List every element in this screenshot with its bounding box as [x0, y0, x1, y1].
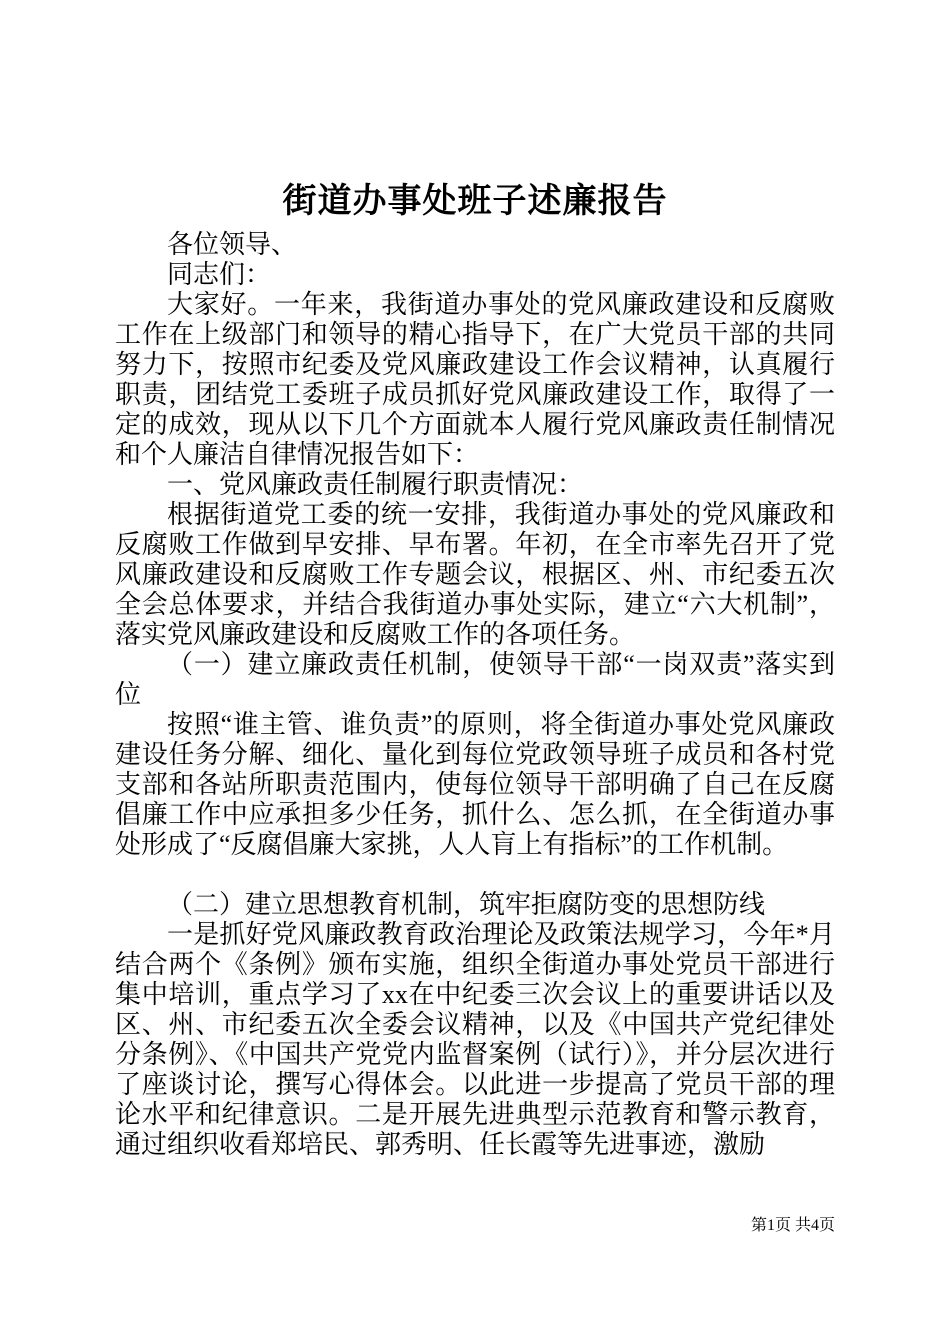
- paragraph: 同志们：: [167, 260, 272, 289]
- paragraph: （二）建立思想教育机制，筑牢拒腐防变的思想防线: [167, 890, 766, 919]
- paragraph: 一、党风廉政责任制履行职责情况：: [167, 470, 584, 499]
- paragraph: 根据街道党工委的统一安排，我街道办事处的党风廉政和反腐败工作做到早安排、早布署。年初，在全市率先召开了党风廉政建设和反腐败工作专题会议，根据区、州、市纪委五次全会总体要求，并结合我街道办事处实际，建立“六大机制”，落实党风廉政建设和反腐败工作的各项任务。: [115, 500, 835, 649]
- paragraph: （一）建立廉政责任机制，使领导干部“一岗双责”落实到位: [115, 650, 835, 709]
- document-body: [115, 230, 835, 1160]
- paragraph: 大家好。一年来，我街道办事处的党风廉政建设和反腐败工作在上级部门和领导的精心指导下，在广大党员干部的共同努力下，按照市纪委及党风廉政建设工作会议精神，认真履行职责，团结党工委班子成员抓好党风廉政建设工作，取得了一定的成效，现从以下几个方面就本人履行党风廉政责任制情况和个人廉洁自律情况报告如下：: [115, 290, 835, 469]
- page-footer: [751, 1216, 835, 1236]
- document-title: 街道办事处班子述廉报告: [282, 183, 668, 220]
- blank-line: [115, 860, 835, 890]
- paragraph: 各位领导、: [167, 230, 298, 259]
- paragraph: 一是抓好党风廉政教育政治理论及政策法规学习，今年*月结合两个《条例》颁布实施，组织全街道办事处党员干部进行集中培训，重点学习了xx在中纪委三次会议上的重要讲话以及区、州、市纪委五次全委会议精神，以及《中国共产党纪律处分条例》、《中国共产党党内监督案例（试行）》，并分层次进行了座谈讨论，撰写心得体会。以此进一步提高了党员干部的理论水平和纪律意识。二是开展先进典型示范教育和警示教育，通过组织收看郑培民、郭秀明、任长霞等先进事迹，激励: [115, 920, 835, 1159]
- paragraph: 按照“谁主管、谁负责”的原则，将全街道办事处党风廉政建设任务分解、细化、量化到每位党政领导班子成员和各村党支部和各站所职责范围内，使每位领导干部明确了自己在反腐倡廉工作中应承担多少任务，抓什么、怎么抓，在全街道办事处形成了“反腐倡廉大家挑，人人肓上有指标”的工作机制。: [115, 710, 835, 859]
- page-number-label: 第1页 共4页: [750, 1217, 835, 1234]
